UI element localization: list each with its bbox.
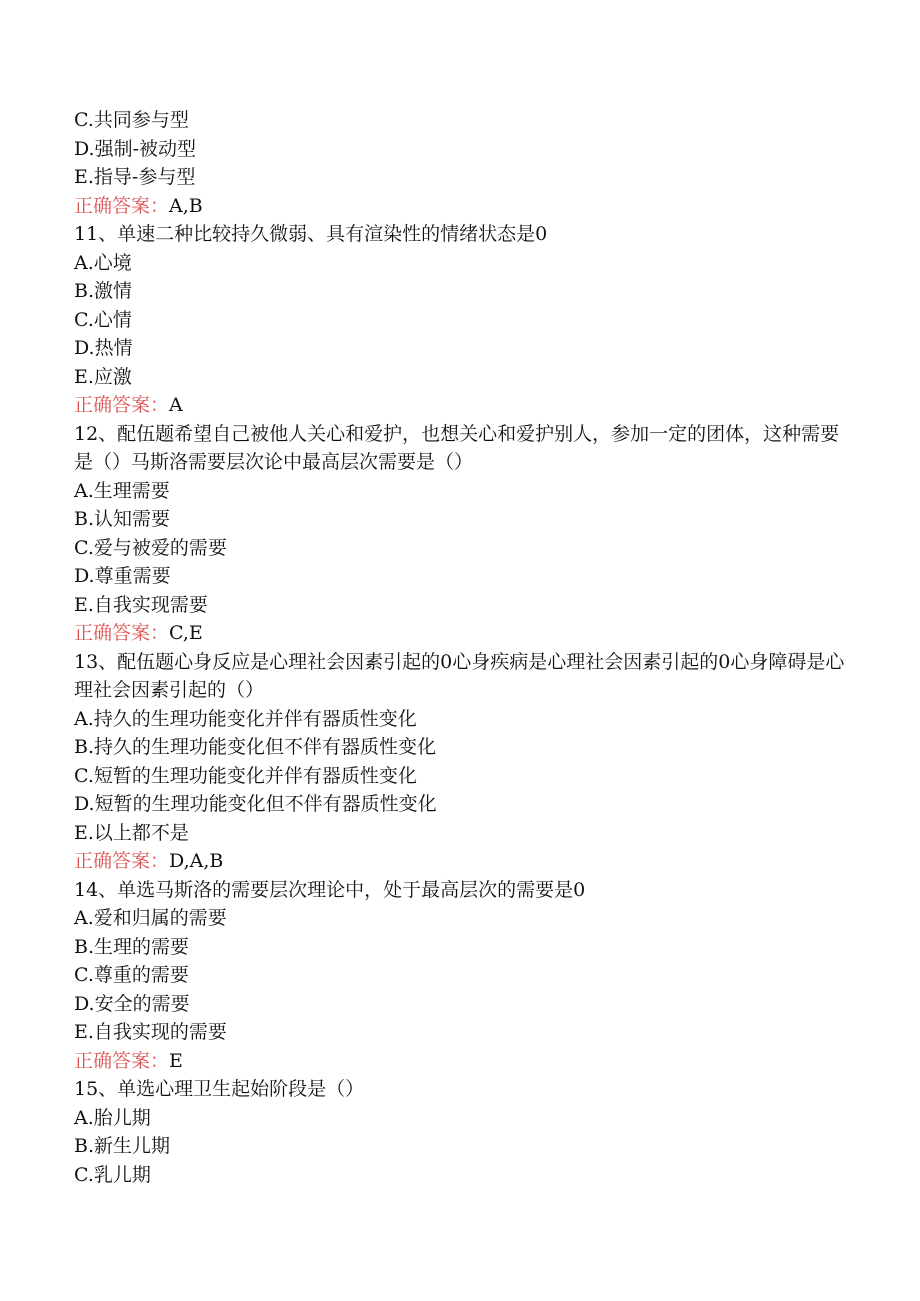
option-e: E.应激	[74, 365, 132, 388]
answer-line	[74, 192, 854, 221]
answer-label: 正确答案：	[74, 194, 170, 217]
question-block-14	[74, 876, 854, 1076]
option-c: C.尊重的需要	[74, 964, 189, 986]
option-a: A.心境	[74, 251, 132, 274]
option-b: B.持久的生理功能变化但不伴有器质性变化	[74, 736, 437, 758]
option-e: E.指导-参与型	[74, 166, 196, 188]
answer-value: A	[169, 394, 183, 416]
option-c: C.心情	[74, 308, 132, 331]
answer-value: D,A,B	[169, 850, 224, 872]
option-e: E.自我实现需要	[74, 593, 208, 616]
question-block-12	[74, 420, 854, 648]
document-page	[74, 106, 854, 1189]
option-b: B.生理的需要	[74, 935, 190, 958]
option-d: D.安全的需要	[74, 992, 190, 1015]
question-block-13	[74, 648, 854, 876]
option-c: C.短暂的生理功能变化并伴有器质性变化	[74, 764, 417, 787]
answer-line	[74, 619, 854, 648]
option-e: E.以上都不是	[74, 821, 189, 844]
answer-line	[74, 847, 854, 876]
question-block-15	[74, 1075, 854, 1189]
option-d: D.短暂的生理功能变化但不伴有器质性变化	[74, 793, 437, 815]
option-d: D.热情	[74, 337, 133, 359]
answer-value: E	[169, 1049, 183, 1072]
question-text: 13、配伍题心身反应是心理社会因素引起的0心身疾病是心理社会因素引起的0心身障碍是心理社会因素引起的（）	[74, 650, 845, 701]
answer-value: C,E	[169, 622, 203, 644]
question-text: 11、单速二种比较持久微弱、具有渲染性的情绪状态是0	[74, 223, 548, 245]
answer-label: 正确答案：	[74, 622, 170, 644]
option-a: A.持久的生理功能变化并伴有器质性变化	[74, 707, 417, 730]
option-c: C.乳儿期	[74, 1163, 151, 1186]
option-a: A.生理需要	[74, 479, 170, 502]
option-a: A.胎儿期	[74, 1106, 151, 1129]
option-b: B.认知需要	[74, 508, 171, 530]
option-d: D.强制-被动型	[74, 137, 197, 160]
option-b: B.新生儿期	[74, 1135, 171, 1157]
answer-value: A,B	[169, 194, 203, 217]
option-c: C.爱与被爱的需要	[74, 536, 227, 559]
option-a: A.爱和归属的需要	[74, 907, 227, 929]
option-b: B.激情	[74, 280, 133, 302]
option-c: C.共同参与型	[74, 109, 189, 131]
question-block-10	[74, 106, 854, 220]
option-d: D.尊重需要	[74, 565, 171, 587]
question-text: 15、单选心理卫生起始阶段是（）	[74, 1078, 365, 1100]
question-text: 12、配伍题希望自己被他人关心和爱护，也想关心和爱护别人，参加一定的团体，这种需要是（）马斯洛需要层次论中最高层次需要是（）	[74, 422, 840, 473]
answer-line	[74, 391, 854, 420]
option-e: E.自我实现的需要	[74, 1021, 227, 1043]
question-block-11	[74, 220, 854, 420]
answer-line	[74, 1047, 854, 1076]
answer-label: 正确答案：	[74, 1049, 170, 1072]
answer-label: 正确答案：	[74, 850, 170, 872]
question-text: 14、单选马斯洛的需要层次理论中，处于最高层次的需要是0	[74, 878, 586, 901]
answer-label: 正确答案：	[74, 394, 170, 416]
